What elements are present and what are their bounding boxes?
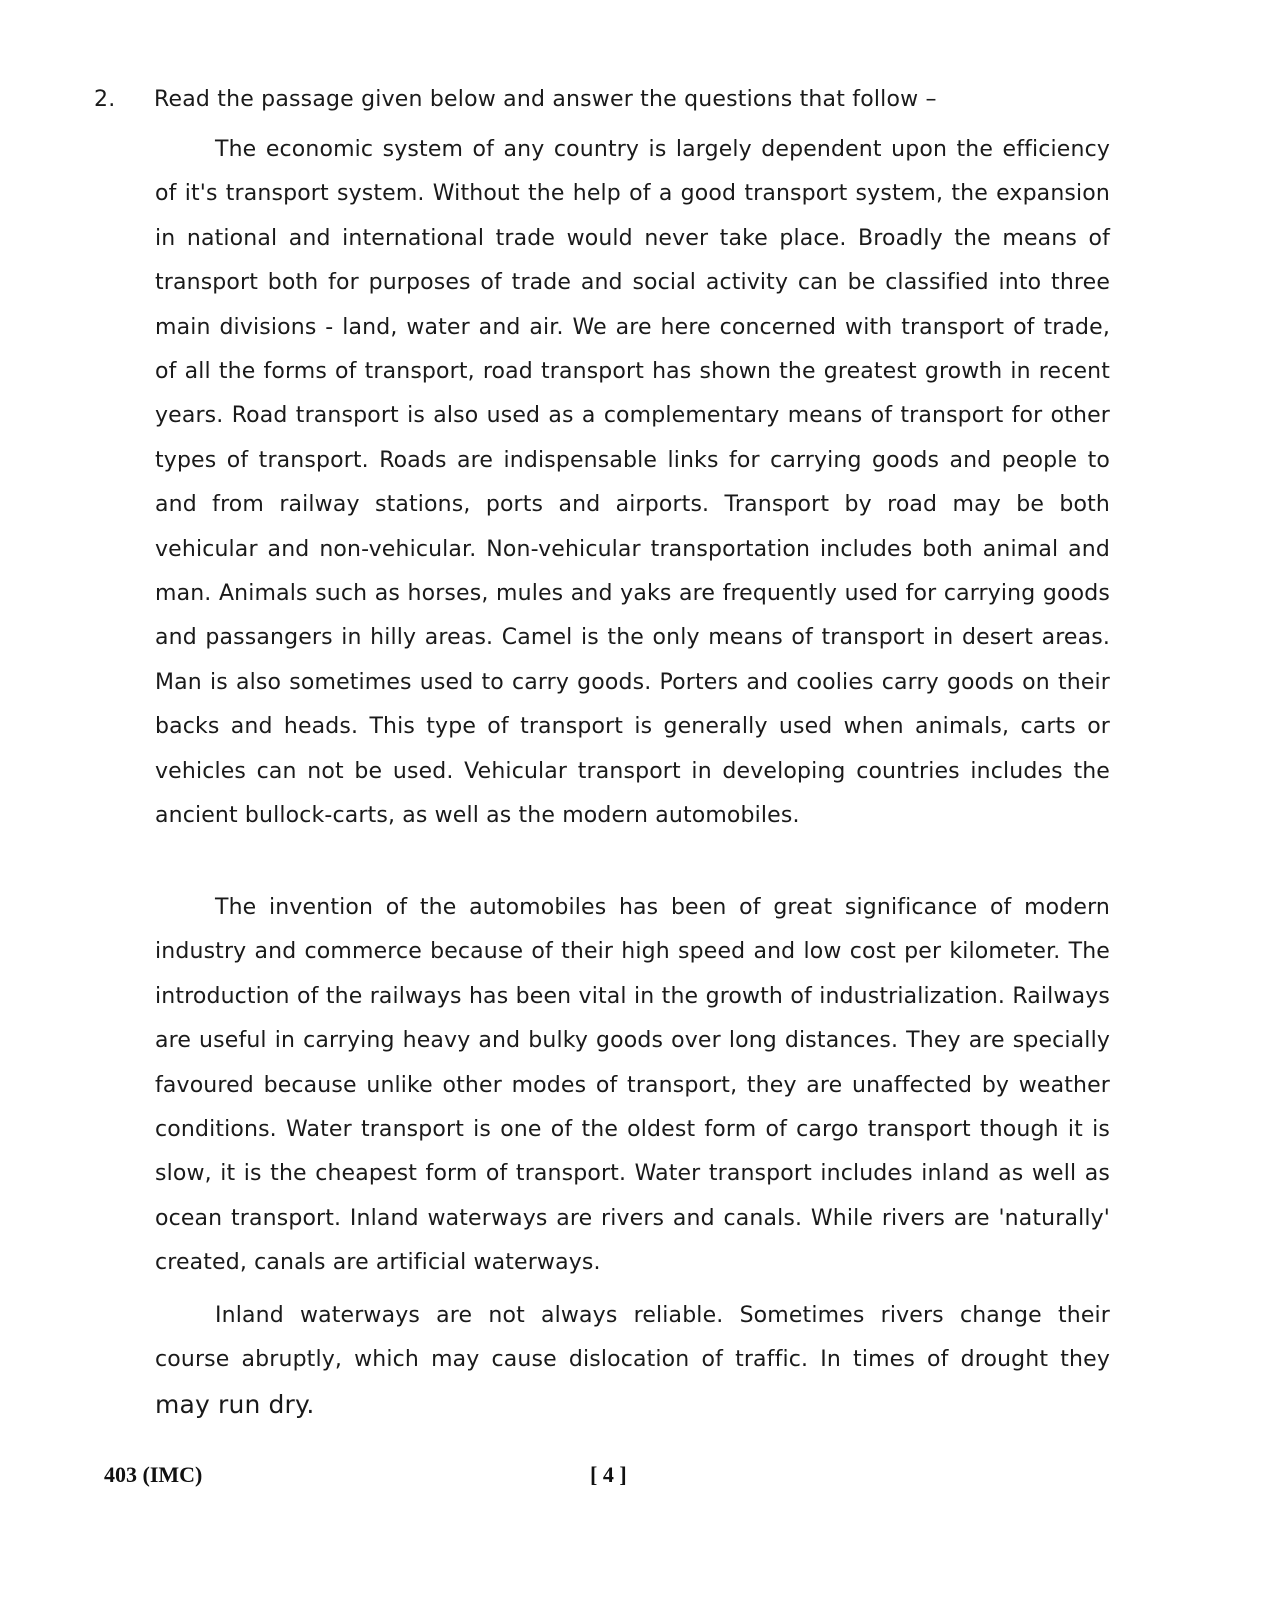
question-instruction: Read the passage given below and answer the questions that follow – [154,87,937,112]
paper-code: 403 (IMC) [104,1462,203,1487]
passage-paragraph-3 [155,1294,1110,1429]
passage-paragraph-3-text: Inland waterways are not always reliable. Sometimes rivers change their course abruptly, which may cause dislocation of traffic. In times of drought they [155,1303,1110,1373]
question-heading [94,84,1134,116]
question-number: 2. [94,87,116,112]
passage-paragraph-1: The economic system of any country is largely dependent upon the efficiency of it's transport system. Without the help of a good transport system, the expansion in national and international trade would never take place. Broadly the means of transport both for purposes of trade and social activity can be classified into three main divisions - land, water and air. We are here concerned with transport of trade, of all the forms of transport, road transport has shown the greatest growth in recent years. Road transport is also used as a complementary means of transport for other types of transport. Roads are indispensable links for carrying goods and people to and from railway stations, ports and airports. Transport by road may be both vehicular and non-vehicular. Non-vehicular transportation includes both animal and man. Animals such as horses, mules and yaks are frequently used for carrying goods and passangers in hilly areas. Camel is the only means of transport in desert areas. Man is also sometimes used to carry goods. Porters and coolies carry goods on their backs and heads. This type of transport is generally used when animals, carts or vehicles can not be used. Vehicular transport in developing countries includes the ancient bullock-carts, as well as the modern automobiles. [155,137,1110,829]
passage-tail-text: may run dry. [155,1389,315,1419]
page-number: [ 4 ] [590,1462,627,1487]
passage-paragraph-2: The invention of the automobiles has been of great significance of modern industry and commerce because of their high speed and low cost per kilometer. The introduction of the railways has been vital in the growth of industrialization. Railways are useful in carrying heavy and bulky goods over long distances. They are specially favoured because unlike other modes of transport, they are unaffected by weather conditions. Water transport is one of the oldest form of cargo transport though it is slow, it is the cheapest form of transport. Water transport includes inland as well as ocean transport. Inland waterways are rivers and canals. While rivers are 'naturally' created, canals are artificial waterways. [155,895,1110,1276]
